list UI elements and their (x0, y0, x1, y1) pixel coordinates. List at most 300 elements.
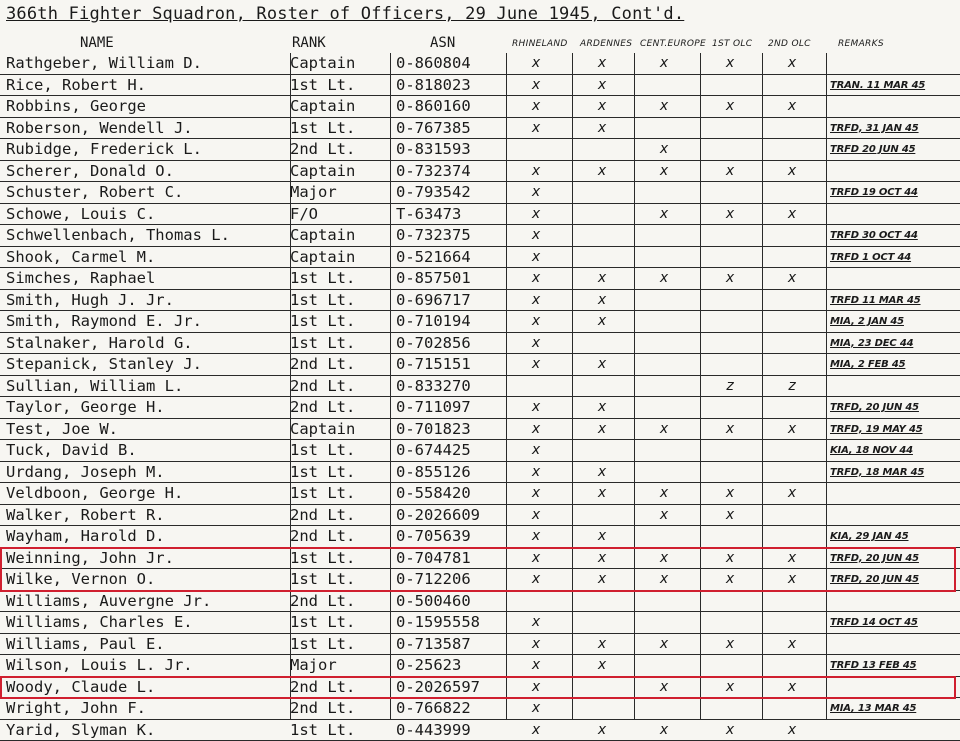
officer-remark: MIA, 23 DEC 44 (830, 337, 914, 349)
campaign-mark (506, 591, 566, 612)
officer-remark: TRFD 19 OCT 44 (830, 187, 918, 198)
officer-rank: 1st Lt. (290, 462, 356, 481)
officer-rank: 2nd Lt. (290, 355, 356, 373)
campaign-mark: x (597, 313, 607, 329)
table-row (0, 290, 960, 311)
table-row (0, 440, 960, 461)
campaign-mark (572, 505, 632, 526)
officer-name: Yarid, Slyman K. (6, 720, 156, 739)
campaign-mark (506, 139, 566, 160)
campaign-mark: x (531, 98, 541, 114)
campaign-mark: x (531, 571, 541, 587)
campaign-mark: x (725, 571, 735, 587)
campaign-mark (634, 290, 694, 311)
officer-asn: 0-860804 (396, 54, 471, 72)
campaign-mark: x (597, 119, 607, 136)
officer-name: Rice, Robert H. (6, 75, 146, 94)
officer-name: Shook, Carmel M. (6, 247, 156, 266)
officer-remark: KIA, 29 JAN 45 (830, 531, 909, 542)
campaign-mark: x (787, 270, 797, 286)
campaign-mark: x (597, 162, 607, 179)
officer-name: Taylor, George H. (6, 398, 165, 416)
officer-rank: Captain (290, 226, 356, 244)
campaign-mark: x (659, 270, 669, 286)
officer-asn: 0-674425 (396, 441, 471, 459)
officer-name: Simches, Raphael (6, 269, 156, 287)
table-row (0, 526, 960, 547)
officer-remark: TRFD 20 JUN 45 (830, 144, 916, 155)
campaign-mark: x (659, 141, 669, 157)
campaign-mark (700, 247, 760, 268)
campaign-mark (572, 612, 632, 633)
officer-rank: 2nd Lt. (290, 591, 356, 610)
campaign-mark: x (787, 205, 797, 222)
campaign-mark: x (597, 463, 607, 480)
campaign-mark: x (531, 313, 541, 329)
campaign-mark (762, 612, 822, 633)
officer-name: Weinning, John Jr. (6, 548, 174, 567)
officer-remark (830, 720, 956, 741)
table-row (0, 311, 960, 332)
campaign-mark (572, 440, 632, 461)
officer-remark (830, 591, 956, 612)
officer-name: Sullian, William L. (6, 376, 184, 395)
campaign-mark: x (531, 549, 541, 566)
campaign-mark: z (788, 377, 796, 394)
officer-remark: MIA, 2 FEB 45 (830, 359, 906, 370)
officer-asn: 0-710194 (396, 312, 471, 330)
campaign-mark: x (531, 119, 541, 136)
officer-rank: 1st Lt. (290, 570, 356, 588)
header-ardennes: ARDENNES (580, 39, 633, 49)
campaign-mark: x (725, 270, 735, 286)
header-2nd-olc: 2ND OLC (768, 39, 811, 49)
campaign-mark (634, 526, 694, 547)
campaign-mark: x (597, 270, 607, 286)
campaign-mark: x (725, 420, 735, 437)
table-row (0, 419, 960, 440)
officer-asn: 0-701823 (396, 419, 471, 438)
officer-name: Urdang, Joseph M. (6, 462, 165, 481)
table-row (0, 247, 960, 268)
campaign-mark (634, 655, 694, 676)
campaign-mark: x (531, 356, 541, 372)
campaign-mark: x (531, 334, 541, 351)
page-title: 366th Fighter Squadron, Roster of Officers, 29 June 1945, Cont'd. (6, 4, 685, 24)
officer-name: Roberson, Wendell J. (6, 118, 193, 137)
campaign-mark (700, 440, 760, 461)
officer-asn: 0-500460 (396, 591, 471, 610)
officer-asn: 0-833270 (396, 376, 471, 395)
officer-name: Williams, Auvergne Jr. (6, 591, 212, 610)
officer-remark: TRFD, 31 JAN 45 (830, 122, 919, 134)
officer-rank: 1st Lt. (290, 613, 356, 631)
campaign-mark (634, 462, 694, 483)
campaign-mark: x (531, 55, 541, 71)
campaign-mark: x (787, 485, 797, 501)
officer-name: Veldboon, George H. (6, 484, 184, 502)
campaign-mark: x (725, 485, 735, 501)
officer-asn: 0-558420 (396, 484, 471, 502)
campaign-mark (762, 225, 822, 246)
officer-rank: 1st Lt. (290, 75, 356, 94)
table-row (0, 612, 960, 633)
officer-name: Test, Joe W. (6, 419, 118, 438)
campaign-mark (700, 182, 760, 203)
campaign-mark: x (531, 162, 541, 179)
officer-remark: TRFD 14 OCT 45 (830, 617, 918, 628)
campaign-mark (700, 526, 760, 547)
officer-remark: KIA, 18 NOV 44 (830, 445, 913, 456)
officer-name: Schwellenbach, Thomas L. (6, 226, 230, 244)
campaign-mark: x (597, 420, 607, 437)
officer-rank: Captain (290, 419, 356, 438)
campaign-mark: x (725, 55, 735, 71)
officer-name: Smith, Raymond E. Jr. (6, 312, 202, 330)
campaign-mark: x (659, 162, 669, 179)
campaign-mark: x (531, 485, 541, 501)
officer-asn: 0-793542 (396, 183, 471, 201)
campaign-mark: x (787, 721, 797, 738)
officer-remark: TRFD, 18 MAR 45 (830, 466, 925, 478)
officer-name: Wayham, Harold D. (6, 527, 165, 545)
campaign-mark (762, 333, 822, 354)
campaign-mark: x (531, 678, 541, 695)
table-row (0, 118, 960, 139)
officer-rank: 2nd Lt. (290, 376, 356, 395)
campaign-mark: x (659, 205, 669, 222)
campaign-mark (572, 333, 632, 354)
campaign-mark: x (787, 571, 797, 587)
officer-remark: TRFD 30 OCT 44 (830, 230, 918, 241)
officer-name: Schowe, Louis C. (6, 204, 156, 223)
campaign-mark: x (787, 420, 797, 437)
campaign-mark (762, 505, 822, 526)
officer-asn: 0-860160 (396, 97, 471, 115)
campaign-mark (700, 75, 760, 96)
campaign-mark (572, 376, 632, 397)
campaign-mark: x (597, 76, 607, 93)
campaign-mark: x (659, 571, 669, 587)
campaign-mark: x (531, 291, 541, 308)
officer-name: Rubidge, Frederick L. (6, 140, 202, 158)
campaign-mark (572, 139, 632, 160)
campaign-mark: x (531, 270, 541, 286)
campaign-mark: x (597, 356, 607, 372)
officer-rank: 1st Lt. (290, 118, 356, 137)
officer-remark (830, 53, 956, 74)
campaign-mark (634, 75, 694, 96)
campaign-mark (506, 376, 566, 397)
officer-asn: 0-702856 (396, 333, 471, 352)
officer-rank: 1st Lt. (290, 720, 356, 739)
officer-remark: MIA, 13 MAR 45 (830, 703, 917, 714)
officer-name: Williams, Charles E. (6, 613, 193, 631)
header-name: NAME (80, 35, 114, 51)
campaign-mark: x (659, 98, 669, 114)
campaign-mark: x (597, 485, 607, 501)
officer-remark: TRFD 11 MAR 45 (830, 294, 921, 306)
table-row (0, 333, 960, 354)
campaign-mark: x (725, 678, 735, 695)
campaign-mark: x (787, 55, 797, 71)
table-row (0, 182, 960, 203)
officer-name: Wilke, Vernon O. (6, 570, 156, 588)
officer-rank: 2nd Lt. (290, 398, 356, 416)
header-cent-europe: CENT.EUROPE (640, 39, 707, 49)
campaign-mark (572, 225, 632, 246)
officer-rank: 2nd Lt. (290, 699, 356, 717)
campaign-mark: x (597, 528, 607, 544)
officer-remark (830, 505, 956, 526)
campaign-mark (762, 462, 822, 483)
campaign-mark: x (725, 162, 735, 179)
officer-rank: Captain (290, 97, 356, 115)
officer-name: Schuster, Robert C. (6, 183, 184, 201)
campaign-mark: x (531, 528, 541, 544)
officer-asn: 0-25623 (396, 656, 462, 674)
campaign-mark (700, 397, 760, 418)
officer-rank: 1st Lt. (290, 548, 356, 567)
campaign-mark (762, 139, 822, 160)
campaign-mark: x (787, 635, 797, 652)
table-row (0, 354, 960, 375)
campaign-mark (762, 290, 822, 311)
officer-remark (830, 483, 956, 504)
officer-remark: TRFD 13 FEB 45 (830, 660, 917, 671)
campaign-mark (762, 698, 822, 719)
campaign-mark: x (531, 700, 541, 716)
campaign-mark: x (531, 442, 541, 458)
officer-rank: Captain (290, 54, 356, 72)
campaign-mark: x (597, 399, 607, 415)
campaign-mark (762, 440, 822, 461)
officer-rank: Major (290, 183, 337, 201)
officer-name: Wright, John F. (6, 699, 146, 717)
campaign-mark (700, 354, 760, 375)
officer-remark: TRFD, 19 MAY 45 (830, 423, 923, 435)
campaign-mark: x (531, 721, 541, 738)
campaign-mark (762, 247, 822, 268)
campaign-mark: x (531, 614, 541, 630)
campaign-mark (634, 311, 694, 332)
campaign-mark: x (531, 76, 541, 93)
campaign-mark: x (531, 399, 541, 415)
table-row (0, 655, 960, 676)
officer-rank: Captain (290, 247, 356, 266)
campaign-mark: x (787, 678, 797, 695)
officer-name: Tuck, David B. (6, 441, 137, 459)
campaign-mark: x (531, 205, 541, 222)
officer-remark: MIA, 2 JAN 45 (830, 316, 904, 327)
campaign-mark: x (659, 420, 669, 437)
campaign-mark: x (659, 549, 669, 566)
header-rhineland: RHINELAND (512, 39, 568, 49)
table-row (0, 268, 960, 289)
campaign-mark: x (659, 721, 669, 738)
officer-rank: Captain (290, 161, 356, 180)
campaign-mark (634, 698, 694, 719)
campaign-mark (700, 698, 760, 719)
table-row (0, 397, 960, 418)
campaign-mark: z (726, 377, 734, 394)
table-row (0, 591, 960, 612)
officer-remark: TRAN. 11 MAR 45 (830, 79, 926, 91)
officer-rank: 2nd Lt. (290, 677, 356, 696)
officer-asn: 0-712206 (396, 570, 471, 588)
officer-asn: 0-767385 (396, 118, 471, 137)
officer-asn: 0-732375 (396, 226, 471, 244)
campaign-mark: x (597, 635, 607, 652)
campaign-mark (762, 354, 822, 375)
campaign-mark (700, 225, 760, 246)
table-row (0, 204, 960, 225)
table-row (0, 634, 960, 655)
officer-asn: 0-1595558 (396, 613, 480, 631)
campaign-mark (634, 440, 694, 461)
table-row (0, 462, 960, 483)
officer-rank: F/O (290, 204, 318, 223)
campaign-mark: x (725, 721, 735, 738)
campaign-mark (634, 591, 694, 612)
campaign-mark (762, 75, 822, 96)
campaign-mark: x (597, 549, 607, 566)
officer-remark (830, 268, 956, 289)
officer-remark (830, 96, 956, 117)
campaign-mark (572, 698, 632, 719)
officer-asn: 0-732374 (396, 161, 471, 180)
campaign-mark: x (597, 98, 607, 114)
officer-name: Stalnaker, Harold G. (6, 333, 193, 352)
campaign-mark: x (659, 485, 669, 501)
campaign-mark (634, 376, 694, 397)
officer-name: Wilson, Louis L. Jr. (6, 656, 193, 674)
campaign-mark: x (725, 506, 735, 523)
officer-rank: 2nd Lt. (290, 527, 356, 545)
officer-name: Scherer, Donald O. (6, 161, 174, 180)
campaign-mark (572, 204, 632, 225)
officer-remark (830, 376, 956, 397)
officer-asn: 0-855126 (396, 462, 471, 481)
campaign-mark: x (597, 721, 607, 738)
campaign-mark (762, 397, 822, 418)
officer-asn: 0-818023 (396, 75, 471, 94)
campaign-mark (700, 655, 760, 676)
table-row (0, 225, 960, 246)
campaign-mark (634, 247, 694, 268)
campaign-mark (634, 397, 694, 418)
campaign-mark (572, 182, 632, 203)
campaign-mark: x (597, 657, 607, 673)
campaign-mark (634, 612, 694, 633)
campaign-mark: x (659, 678, 669, 695)
officer-remark (830, 161, 956, 182)
officer-asn: 0-704781 (396, 548, 471, 567)
officer-asn: 0-521664 (396, 247, 471, 266)
campaign-mark (700, 311, 760, 332)
campaign-mark (634, 225, 694, 246)
campaign-mark: x (659, 635, 669, 652)
table-row (0, 53, 960, 74)
campaign-mark: x (531, 420, 541, 437)
table-row (0, 376, 960, 397)
header-remarks: REMARKS (838, 39, 884, 49)
table-row (0, 139, 960, 160)
campaign-mark: x (787, 549, 797, 566)
officer-rank: 1st Lt. (290, 441, 356, 459)
campaign-mark: x (597, 291, 607, 308)
campaign-mark (762, 526, 822, 547)
officer-name: Stepanick, Stanley J. (6, 355, 202, 373)
officer-rank: 1st Lt. (290, 484, 356, 502)
officer-asn: T-63473 (396, 204, 462, 223)
campaign-mark (762, 182, 822, 203)
campaign-mark (572, 591, 632, 612)
campaign-mark (634, 182, 694, 203)
officer-asn: 0-857501 (396, 269, 471, 287)
campaign-mark (762, 311, 822, 332)
campaign-mark: x (659, 506, 669, 523)
header-rank: RANK (292, 35, 326, 51)
campaign-mark: x (531, 227, 541, 243)
officer-name: Smith, Hugh J. Jr. (6, 290, 174, 309)
officer-name: Woody, Claude L. (6, 677, 156, 696)
campaign-mark: x (597, 571, 607, 587)
officer-asn: 0-2026597 (396, 677, 480, 696)
officer-rank: 1st Lt. (290, 634, 356, 653)
header-asn: ASN (430, 35, 456, 51)
officer-name: Rathgeber, William D. (6, 54, 202, 72)
table-row (0, 720, 960, 741)
officer-name: Walker, Robert R. (6, 505, 165, 524)
officer-rank: 1st Lt. (290, 312, 356, 330)
campaign-mark: x (531, 657, 541, 673)
officer-asn: 0-766822 (396, 699, 471, 717)
officer-asn: 0-2026609 (396, 505, 480, 524)
campaign-mark (762, 118, 822, 139)
officer-remark: TRFD, 20 JUN 45 (830, 574, 919, 585)
officer-remark (830, 634, 956, 655)
campaign-mark: x (725, 549, 735, 566)
campaign-mark (572, 247, 632, 268)
officer-rank: Major (290, 656, 337, 674)
campaign-mark (700, 139, 760, 160)
officer-remark: TRFD, 20 JUN 45 (830, 552, 919, 564)
highlight-box (0, 676, 956, 700)
campaign-mark (634, 354, 694, 375)
campaign-mark: x (787, 162, 797, 179)
header-1st-olc: 1ST OLC (712, 39, 753, 49)
campaign-mark (700, 591, 760, 612)
officer-rank: 1st Lt. (290, 290, 356, 309)
campaign-mark: x (725, 635, 735, 652)
table-row (0, 161, 960, 182)
officer-asn: 0-715151 (396, 355, 471, 373)
campaign-mark (634, 118, 694, 139)
campaign-mark: x (787, 98, 797, 114)
officer-asn: 0-443999 (396, 720, 471, 739)
officer-asn: 0-696717 (396, 290, 471, 309)
officer-asn: 0-711097 (396, 398, 471, 416)
officer-rank: 1st Lt. (290, 333, 356, 352)
campaign-mark (700, 462, 760, 483)
campaign-mark (700, 290, 760, 311)
officer-name: Williams, Paul E. (6, 634, 165, 653)
campaign-mark (700, 612, 760, 633)
campaign-mark: x (597, 55, 607, 71)
officer-remark: TRFD 1 OCT 44 (830, 251, 912, 263)
campaign-mark: x (531, 463, 541, 480)
